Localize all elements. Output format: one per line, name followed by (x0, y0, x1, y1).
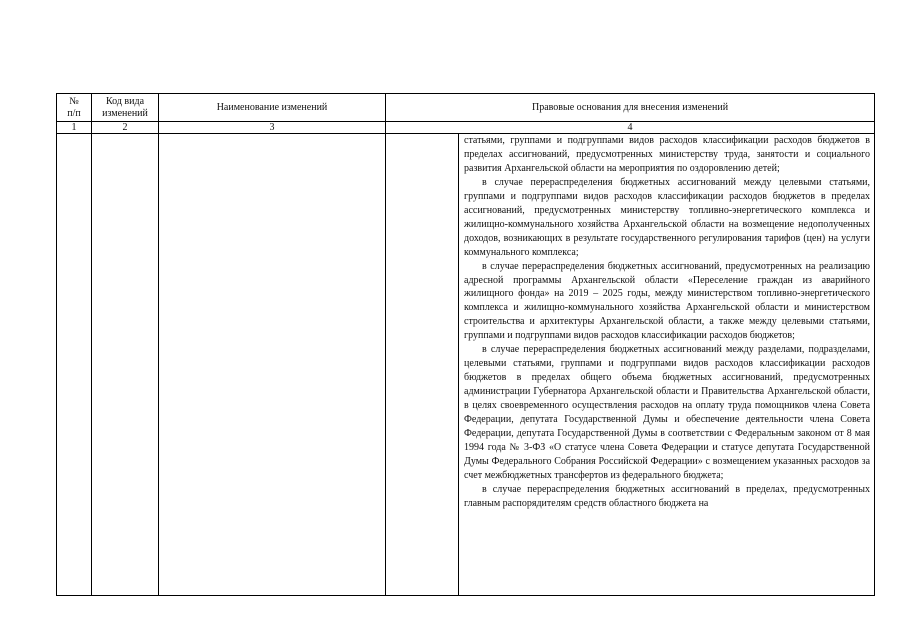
legal-paragraph: в случае перераспределения бюджетных ассигнований между целевыми статьями, группами и подгруппами видов расходов классификации расходов бюджетов в пределах ассигнований, предусмотренных министерству топливно-энергетического комплекса и жилищно-коммунального хозяйства Архангельской области на возмещение недополученных доходов, возникающих в результате государственного регулирования тарифов (цен) на услуги коммунального комплекса; (464, 176, 871, 258)
header-legal-basis: Правовые основания для внесения изменений (386, 94, 875, 122)
cell-number (57, 134, 92, 596)
column-number-3: 3 (159, 122, 386, 134)
table-header-row (57, 94, 875, 122)
header-number: № п/п (57, 94, 92, 122)
legal-paragraph: статьями, группами и подгруппами видов расходов классификации расходов бюджетов в пределах ассигнований, предусмотренных министерству труда, занятости и социального развития Архангельской области на мероприятия по оздоровлению детей; (464, 135, 871, 174)
legal-paragraph: в случае перераспределения бюджетных ассигнований между разделами, подразделами, целевыми статьями, группами и подгруппами видов расходов классификации расходов бюджетов в пределах общего объема бюджетных ассигнований, предусмотренных администрации Губернатора Архангельской области и Правительства Архангельской области, в целях своевременного осуществления расходов на оплату труда помощников члена Совета Федерации, депутата Государственной Думы и обеспечение деятельности члена Совета Федерации, депутата Государственной Думы в соответствии с Федеральным законом от 8 мая 1994 года № 3-ФЗ «О статусе члена Совета Федерации и статусе депутата Государственной Думы Федерального Собрания Российской Федерации» с возмещением указанных расходов за счет межбюджетных трансфертов из федерального бюджета; (464, 344, 871, 481)
header-change-name: Наименование изменений (159, 94, 386, 122)
table-row (57, 134, 875, 596)
column-number-4: 4 (386, 122, 875, 134)
cell-change-name (159, 134, 386, 596)
cell-change-code (92, 134, 159, 596)
legal-paragraph: в случае перераспределения бюджетных ассигнований, предусмотренных на реализацию адресной программы Архангельской области «Переселение граждан из аварийного жилищного фонда» на 2019 – 2025 годы, между министерством топливно-энергетического комплекса и жилищно-коммунального хозяйства Архангельской области и министерством строительства и архитектуры Архангельской области, а также между целевыми статьями, группами и подгруппами видов расходов классификации расходов бюджетов; (464, 260, 871, 342)
legal-paragraph: в случае перераспределения бюджетных ассигнований в пределах, предусмотренных главным распорядителям средств областного бюджета на (464, 483, 871, 509)
cell-legal-basis (459, 134, 875, 596)
changes-table (56, 93, 875, 596)
column-number-1: 1 (57, 122, 92, 134)
column-number-row (57, 122, 875, 134)
column-number-2: 2 (92, 122, 159, 134)
cell-empty (386, 134, 459, 596)
header-change-code: Код вида изменений (92, 94, 159, 122)
